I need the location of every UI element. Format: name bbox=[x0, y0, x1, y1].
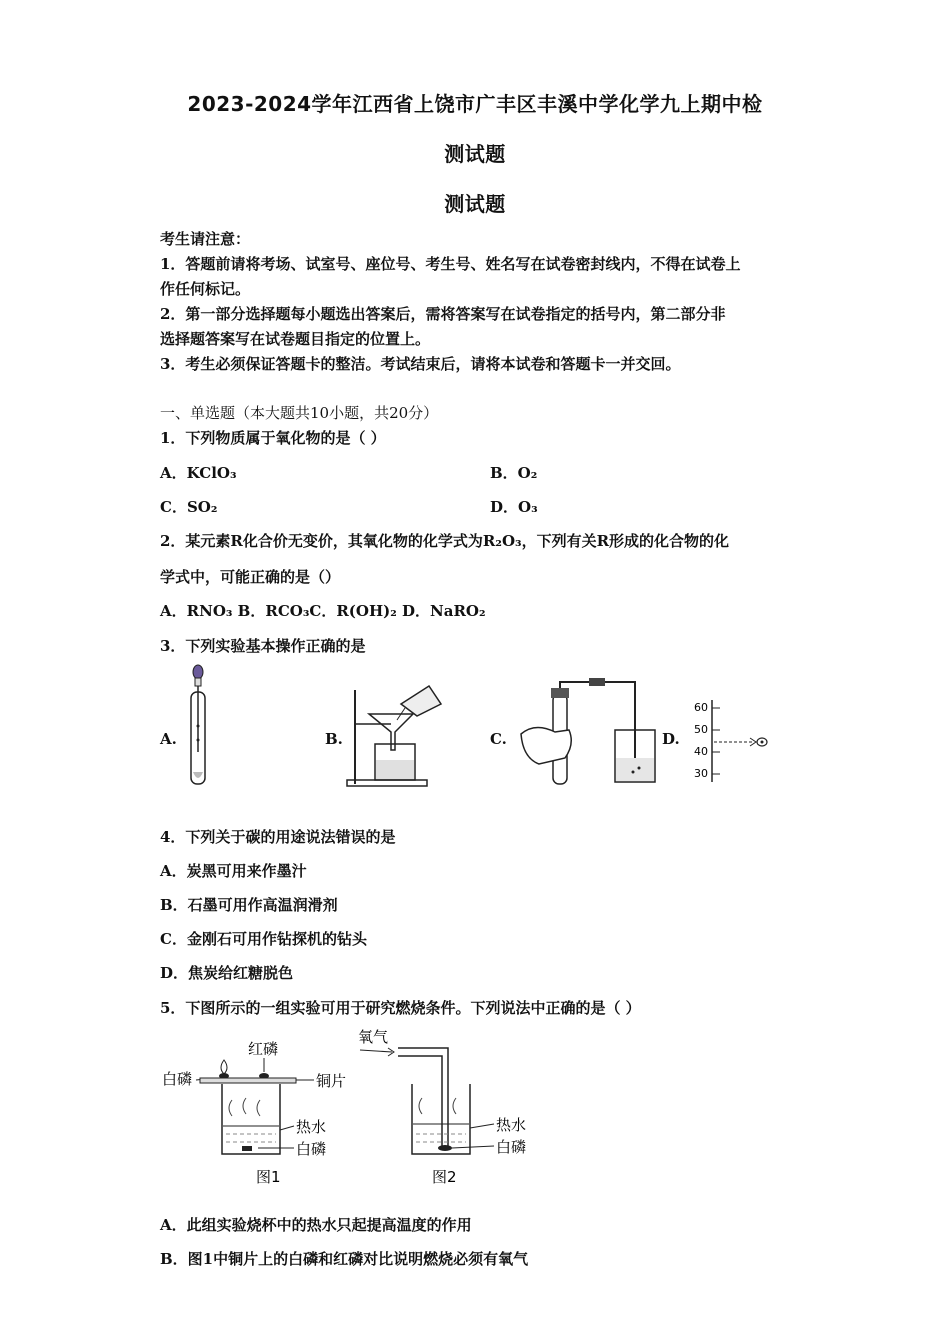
q5-option-a: A．此组实验烧杯中的热水只起提高温度的作用 bbox=[160, 1216, 472, 1234]
q4-stem: 4．下列关于碳的用途说法错误的是 bbox=[160, 828, 396, 846]
exam-title-line1: 2023-2024学年江西省上饶市广丰区丰溪中学化学九上期中检 bbox=[187, 92, 763, 116]
q1-option-d: D．O₃ bbox=[490, 498, 538, 516]
q3-figure-c-airtightness bbox=[515, 674, 665, 788]
q3-figure-d-cylinder bbox=[690, 698, 770, 784]
fig1-label-copper: 铜片 bbox=[316, 1072, 347, 1090]
notice-item-1b: 作任何标记。 bbox=[160, 280, 251, 298]
notice-item-2b: 选择题答案写在试卷题目指定的位置上。 bbox=[160, 330, 431, 348]
fig2-label-oxygen: 氧气 bbox=[358, 1028, 389, 1046]
notice-item-2a: 2．第一部分选择题每小题选出答案后，需将答案写在试卷指定的括号内，第二部分非 bbox=[160, 305, 726, 323]
q3-figure-a-dropper bbox=[180, 662, 220, 788]
q1-option-a: A．KClO₃ bbox=[160, 464, 237, 482]
q1-option-b: B．O₂ bbox=[490, 464, 538, 482]
q5-option-b: B．图1中铜片上的白磷和红磷对比说明燃烧必须有氧气 bbox=[160, 1250, 529, 1268]
exam-title-line3: 测试题 bbox=[444, 192, 506, 216]
q2-stem-line2: 学式中，可能正确的是（） bbox=[160, 568, 341, 586]
q3-label-b: B. bbox=[325, 730, 343, 748]
notice-heading: 考生请注意： bbox=[160, 230, 251, 248]
scale-tick-50: 50 bbox=[694, 723, 708, 736]
q1-stem: 1．下列物质属于氧化物的是（ ） bbox=[160, 429, 386, 447]
scale-tick-40: 40 bbox=[694, 745, 708, 758]
fig2-caption: 图2 bbox=[432, 1168, 457, 1186]
q4-option-a: A．炭黑可用来作墨汁 bbox=[160, 862, 307, 880]
q2-stem-line1: 2．某元素R化合价无变价，其氧化物的化学式为R₂O₃，下列有关R形成的化合物的化 bbox=[160, 532, 730, 550]
q3-label-a: A. bbox=[160, 730, 177, 748]
notice-item-1a: 1．答题前请将考场、试室号、座位号、考生号、姓名写在试卷密封线内，不得在试卷上 bbox=[160, 255, 741, 273]
exam-title-line2: 测试题 bbox=[444, 142, 506, 166]
fig2-label-hot-water: 热水 bbox=[496, 1116, 527, 1134]
q5-stem: 5．下图所示的一组实验可用于研究燃烧条件。下列说法中正确的是（ ） bbox=[160, 999, 641, 1017]
fig1-label-hot-water: 热水 bbox=[296, 1118, 327, 1136]
q2-options: A．RNO₃ B．RCO₃C．R(OH)₂ D．NaRO₂ bbox=[160, 602, 486, 620]
notice-item-3: 3．考生必须保证答题卡的整洁。考试结束后，请将本试卷和答题卡一并交回。 bbox=[160, 355, 681, 373]
q4-option-d: D．焦炭给红糖脱色 bbox=[160, 964, 294, 982]
q3-label-c: C. bbox=[490, 730, 507, 748]
q1-option-c: C．SO₂ bbox=[160, 498, 218, 516]
q5-figure-2 bbox=[352, 1024, 542, 1190]
fig2-label-white-phosphorus: 白磷 bbox=[496, 1138, 527, 1156]
section-heading: 一、单选题（本大题共10小题，共20分） bbox=[160, 404, 439, 422]
scale-tick-60: 60 bbox=[694, 701, 708, 714]
q5-figure-1 bbox=[160, 1030, 360, 1190]
q4-option-b: B．石墨可用作高温润滑剂 bbox=[160, 896, 338, 914]
scale-tick-30: 30 bbox=[694, 767, 708, 780]
q3-stem: 3．下列实验基本操作正确的是 bbox=[160, 637, 366, 655]
fig1-label-white-phosphorus-bottom: 白磷 bbox=[296, 1140, 327, 1158]
q4-option-c: C．金刚石可用作钻探机的钻头 bbox=[160, 930, 367, 948]
fig1-label-white-phosphorus-top: 白磷 bbox=[162, 1070, 193, 1088]
q3-figure-b-filtration bbox=[345, 680, 455, 788]
fig1-caption: 图1 bbox=[256, 1168, 281, 1186]
fig1-label-red-phosphorus: 红磷 bbox=[248, 1040, 279, 1058]
q3-label-d: D. bbox=[662, 730, 680, 748]
